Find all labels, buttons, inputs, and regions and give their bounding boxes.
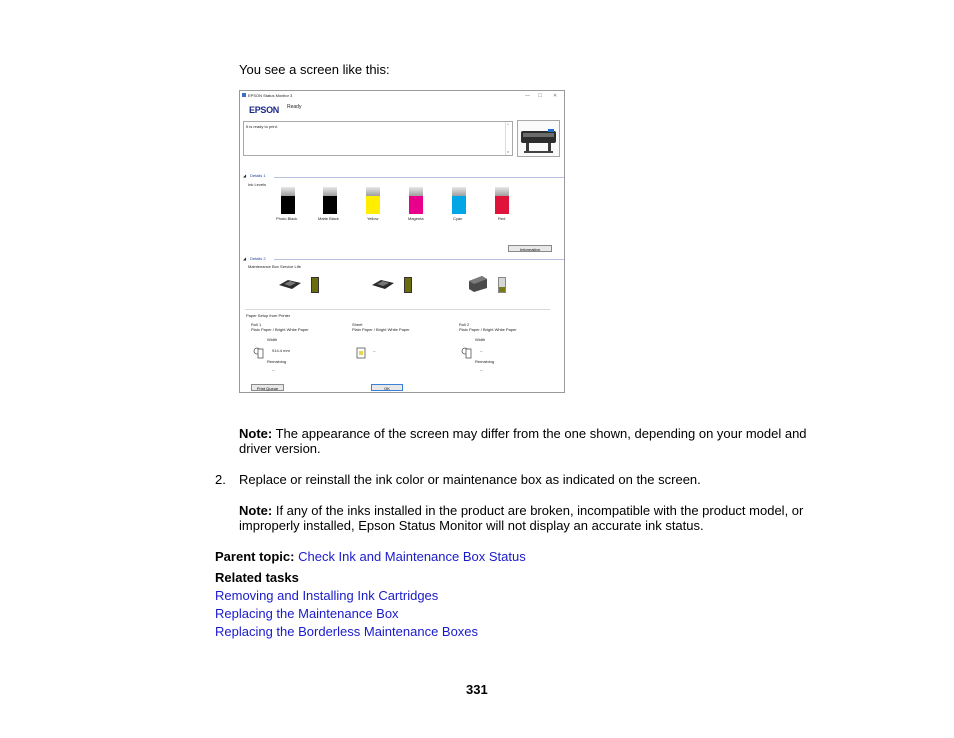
message-scrollbar[interactable] <box>505 122 512 155</box>
roll-paper-icon <box>253 347 265 359</box>
scroll-up-icon[interactable]: ^ <box>507 122 509 127</box>
sheet-type: Plain Paper / Bright White Paper <box>352 327 410 332</box>
note-1 <box>239 426 829 456</box>
status-text: Ready <box>287 104 302 110</box>
roll-paper-icon <box>461 347 473 359</box>
message-box <box>243 121 513 156</box>
roll1-width-label: Width <box>267 337 278 342</box>
ink-cartridge <box>409 187 423 214</box>
message-text: It is ready to print. <box>246 124 278 129</box>
status-monitor-screenshot <box>239 90 565 393</box>
borderless-maintenance-box-icon <box>371 277 395 291</box>
print-queue-button[interactable]: Print Queue <box>251 384 284 391</box>
ok-button[interactable]: OK <box>371 384 403 391</box>
sheet-paper-icon <box>356 347 366 359</box>
maintenance-level-icon <box>404 277 412 293</box>
ink-cartridge <box>495 187 509 214</box>
ink-fill <box>323 196 337 214</box>
roll2-remaining-value: -- <box>480 367 483 372</box>
window-titlebar <box>240 91 565 100</box>
related-tasks-heading: Related tasks <box>215 570 299 585</box>
details1-label[interactable]: Details 1 <box>250 173 266 178</box>
ink-cartridge <box>281 187 295 214</box>
printer-icon <box>518 121 559 156</box>
ink-name: Red <box>498 216 506 221</box>
scroll-down-icon[interactable]: v <box>507 149 509 154</box>
ink-name: Magenta <box>408 216 424 221</box>
maintenance-level-icon <box>498 277 506 293</box>
maximize-icon[interactable]: ☐ <box>538 93 543 99</box>
parent-topic <box>215 549 526 564</box>
ink-fill <box>281 196 295 214</box>
ink-cartridge <box>323 187 337 214</box>
roll2-type: Plain Paper / Bright White Paper <box>459 327 517 332</box>
ink-name: Matte Black <box>318 216 339 221</box>
ink-name: Cyan <box>453 216 463 221</box>
details2-toggle-icon[interactable]: ◢ <box>243 256 247 261</box>
roll1-source: Roll 1 <box>251 322 262 327</box>
paper-separator <box>245 309 550 310</box>
roll1-width-value: 914.4 mm <box>272 348 290 353</box>
ink-fill <box>409 196 423 214</box>
related-task-link[interactable]: Replacing the Maintenance Box <box>215 606 399 621</box>
ink-cartridge <box>366 187 380 214</box>
note-1-label: Note: <box>239 426 273 441</box>
step-number: 2. <box>215 472 226 487</box>
parent-topic-link[interactable]: Check Ink and Maintenance Box Status <box>298 549 526 564</box>
details2-separator <box>274 259 564 260</box>
roll1-remaining-label: Remaining <box>267 359 287 364</box>
ink-name: Photo Black <box>276 216 298 221</box>
intro-text: You see a screen like this: <box>239 62 390 77</box>
maintenance-level-icon <box>311 277 319 293</box>
roll1-type: Plain Paper / Bright White Paper <box>251 327 309 332</box>
printer-image <box>517 120 560 157</box>
sheet-value: -- <box>373 348 376 353</box>
note-2 <box>239 503 829 533</box>
maintenance-label: Maintenance Box Service Life <box>248 264 301 269</box>
note-2-text: If any of the inks installed in the product are broken, incompatible with the product model, or improperly installed, Epson Status Monitor will not display an accurate ink status. <box>239 503 804 533</box>
ink-fill <box>452 196 466 214</box>
parent-topic-label: Parent topic: <box>215 549 295 564</box>
roll2-source: Roll 2 <box>459 322 470 327</box>
details2-label[interactable]: Details 2 <box>250 256 266 261</box>
ink-fill <box>366 196 380 214</box>
borderless-maintenance-box-icon <box>278 277 302 291</box>
roll2-width-value: -- <box>480 348 483 353</box>
minimize-icon[interactable]: — <box>525 93 530 99</box>
ink-name: Yellow <box>367 216 379 221</box>
roll2-width-label: Width <box>475 337 486 342</box>
step-2-text: Replace or reinstall the ink color or maintenance box as indicated on the screen. <box>239 472 701 487</box>
maintenance-box-icon <box>468 275 488 293</box>
information-button[interactable]: Information <box>508 245 552 252</box>
maintenance-level-fill <box>499 287 505 292</box>
sheet-source: Sheet <box>352 322 363 327</box>
ink-fill <box>495 196 509 214</box>
related-task-link[interactable]: Removing and Installing Ink Cartridges <box>215 588 439 603</box>
roll1-remaining-value: -- <box>272 367 275 372</box>
note-1-text: The appearance of the screen may differ from the one shown, depending on your model and driver version. <box>239 426 807 456</box>
ink-cartridge <box>452 187 466 214</box>
related-task-link[interactable]: Replacing the Borderless Maintenance Boxes <box>215 624 479 639</box>
ink-levels-label: Ink Levels <box>248 182 267 187</box>
note-2-label: Note: <box>239 503 273 518</box>
page-number: 331 <box>466 682 488 697</box>
close-icon[interactable]: ✕ <box>553 93 558 99</box>
app-icon <box>242 93 246 97</box>
paper-setup-label: Paper Setup from Printer <box>246 313 291 318</box>
epson-logo: EPSON <box>249 105 280 115</box>
roll2-remaining-label: Remaining <box>475 359 495 364</box>
details1-toggle-icon[interactable]: ◢ <box>243 173 247 178</box>
details1-separator <box>274 177 564 178</box>
window-title: EPSON Status Monitor 3 <box>248 93 293 98</box>
